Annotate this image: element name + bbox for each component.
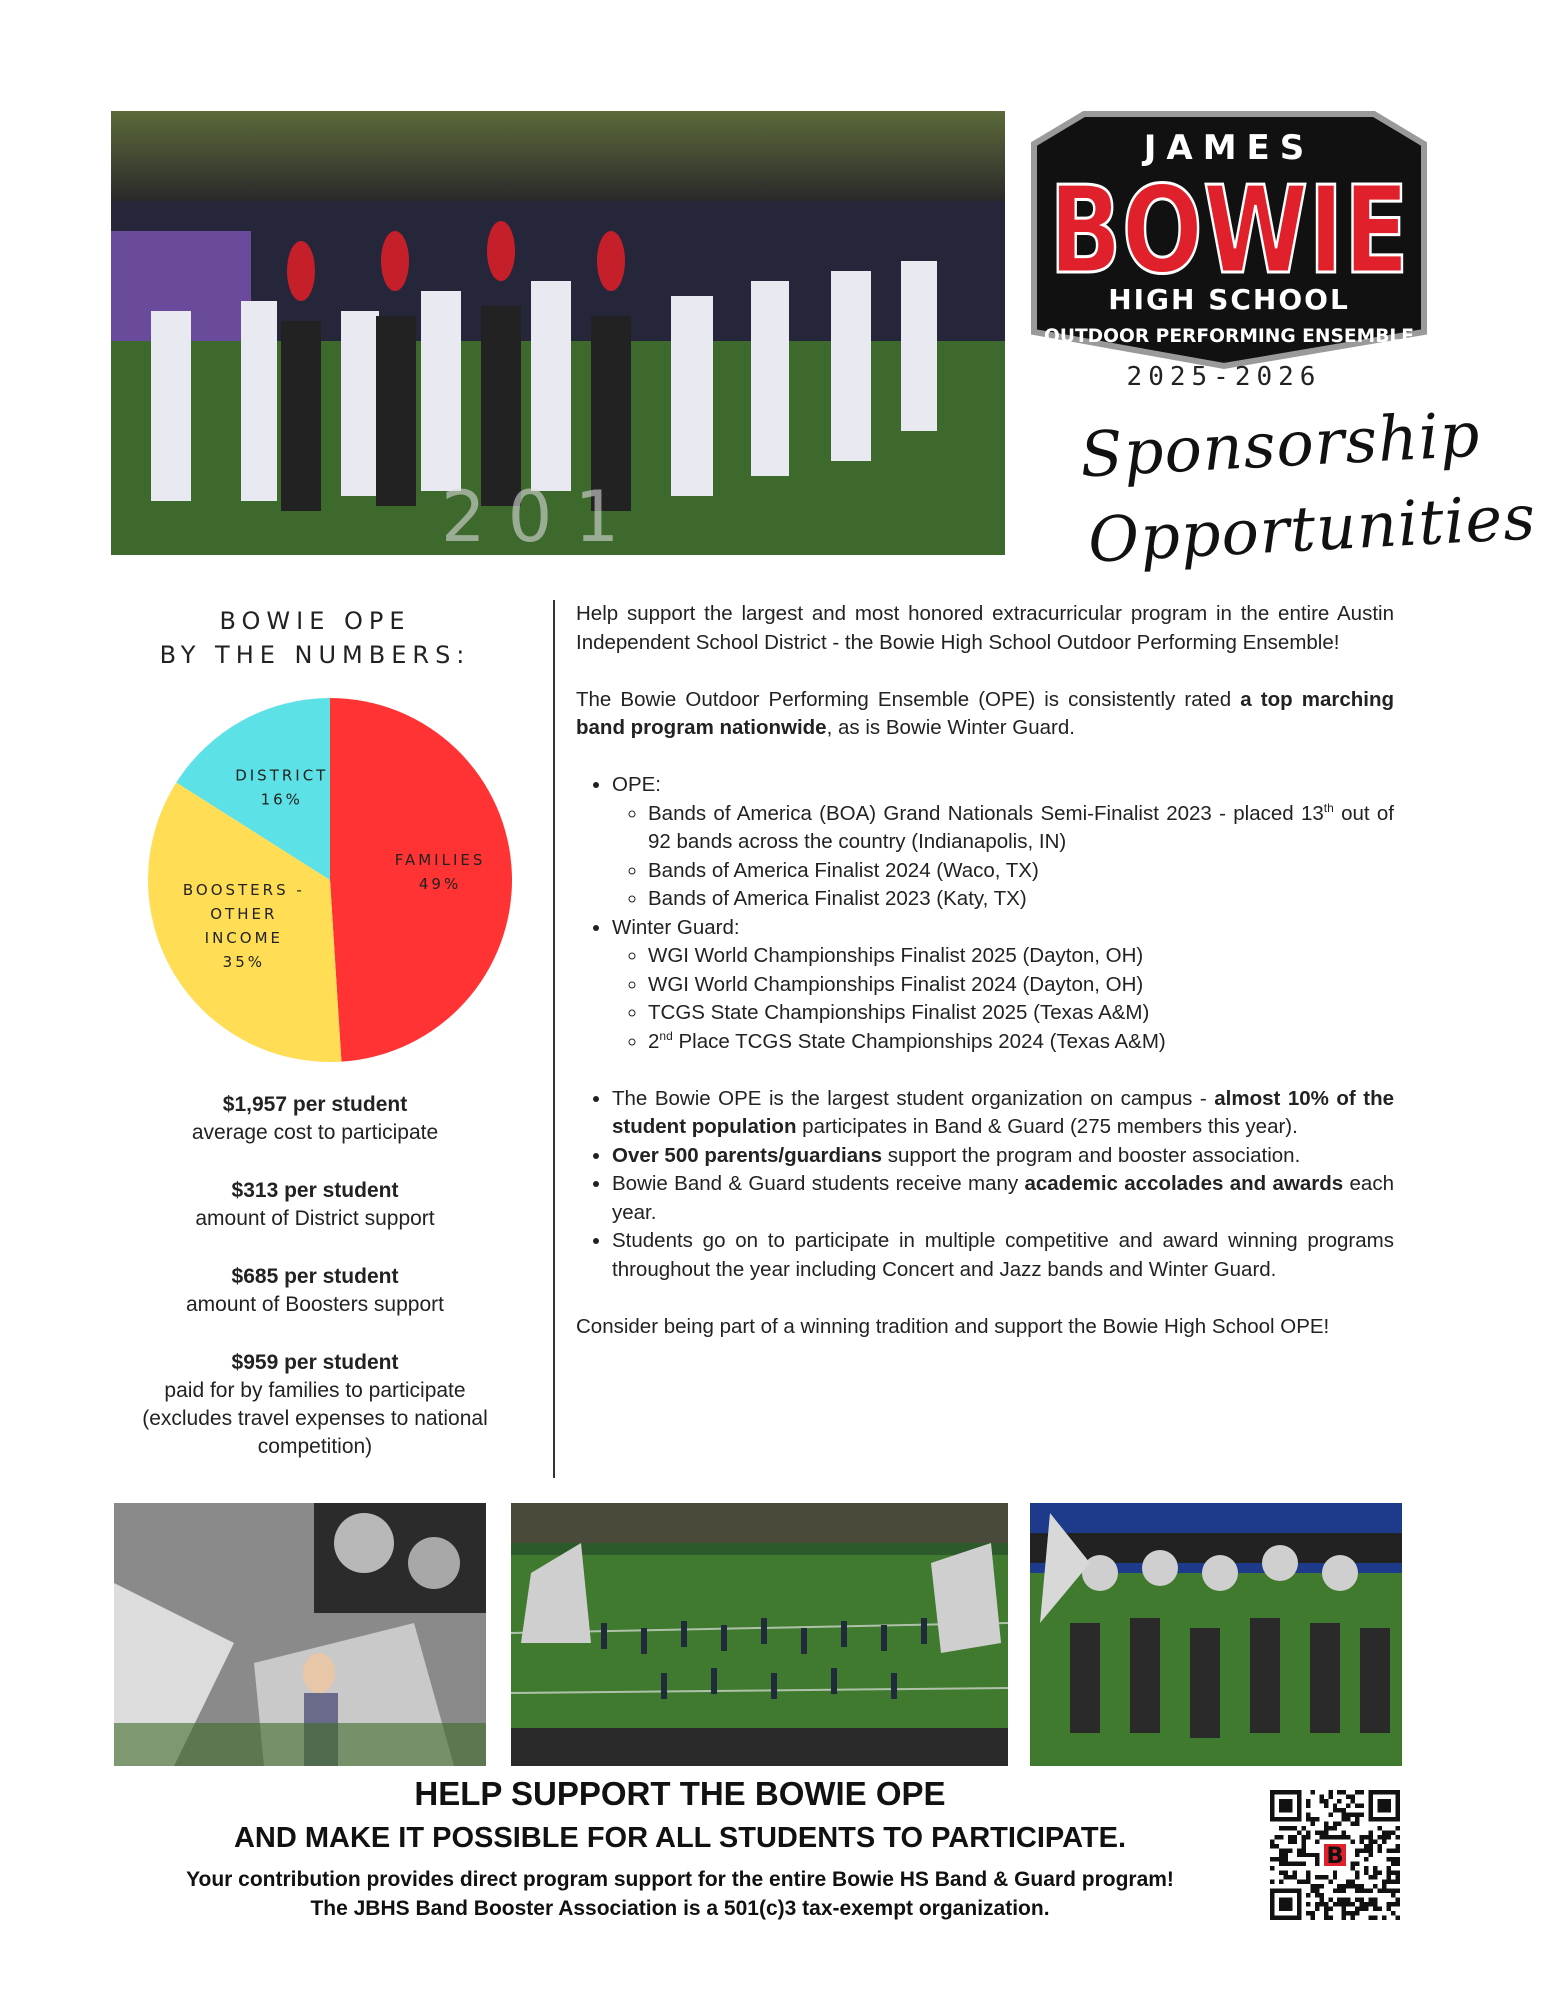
season-year: 2025-2026 [1126, 362, 1322, 392]
stat-families-desc: paid for by families to participate (excludes travel expenses to national competition) [142, 1379, 488, 1458]
footer-title: HELP SUPPORT THE BOWIE OPE [414, 1775, 946, 1812]
stat-families-amount: $959 per student [231, 1351, 399, 1374]
pie-category-label: OTHER [210, 904, 278, 923]
stat-cost [120, 1091, 510, 1147]
pie-category-label: FAMILIES [394, 850, 486, 869]
facts-list [576, 1085, 1394, 1285]
body-text [576, 600, 1394, 1370]
pie-percent-label: 49% [418, 874, 462, 893]
list-item: ◦ TCGS State Championships Finalist 2025 (Texas A&M) [648, 999, 1394, 1028]
achievements-list [576, 771, 1394, 1056]
list-item: • The Bowie OPE is the largest student organization on campus - almost 10% of the student population participates in Band & Guard (275 members this year). [612, 1085, 1394, 1142]
list-item: • Winter Guard: ◦ WGI World Championships Finalist 2025 (Dayton, OH) ◦ WGI World Championships Finalist 2024 (Dayton, OH) ◦ TCGS State Championships Finalist 2025 (Texas A&M) ◦ 2nd Place TCGS State Championships 2024 (Texas A&M) [612, 914, 1394, 1057]
logo-banner-text: OUTDOOR PERFORMING ENSEMBLE [1044, 325, 1414, 347]
pie-category-label: BOOSTERS - [182, 880, 305, 899]
stat-boosters-amount: $685 per student [231, 1265, 399, 1288]
list-item: • Over 500 parents/guardians support the program and booster association. [612, 1142, 1394, 1171]
stat-district [120, 1177, 510, 1233]
footer-subtitle: AND MAKE IT POSSIBLE FOR ALL STUDENTS TO PARTICIPATE. [233, 1822, 1127, 1854]
logo-top-text: JAMES [1143, 128, 1315, 168]
pie-category-label: DISTRICT [235, 766, 329, 785]
numbers-heading [140, 604, 490, 672]
list-item: • Bowie Band & Guard students receive many academic accolades and awards each year. [612, 1170, 1394, 1227]
logo-main-text: BOWIE [1049, 162, 1409, 301]
script-line1: Sponsorship [1078, 397, 1483, 492]
list-item: ◦ Bands of America Finalist 2023 (Katy, TX) [648, 885, 1394, 914]
bowie-ope-logo [1024, 104, 1434, 382]
footer-note: Your contribution provides direct program support for the entire Bowie HS Band & Guard program! [186, 1868, 1174, 1891]
donation-qr-code[interactable] [1270, 1790, 1400, 1920]
list-item: ◦ Bands of America (BOA) Grand Nationals Semi-Finalist 2023 - placed 13th out of 92 bands across the country (Indianapolis, IN) [648, 800, 1394, 857]
closing-paragraph: Consider being part of a winning tradition and support the Bowie High School OPE! [576, 1314, 1330, 1338]
stat-families [130, 1349, 500, 1461]
sponsorship-heading [1040, 397, 1538, 600]
stat-boosters-desc: amount of Boosters support [186, 1293, 444, 1316]
list-item: ◦ WGI World Championships Finalist 2025 (Dayton, OH) [648, 942, 1394, 971]
photo-color-guard [114, 1503, 486, 1766]
list-item: ◦ 2nd Place TCGS State Championships 2024 (Texas A&M) [648, 1028, 1394, 1057]
list-item: • Students go on to participate in multiple competitive and award winning programs throughout the year including Concert and Jazz bands and Winter Guard. [612, 1227, 1394, 1284]
pie-percent-label: 35% [222, 952, 266, 971]
list-item: • OPE: ◦ Bands of America (BOA) Grand Nationals Semi-Finalist 2023 - placed 13th out of 92 bands across the country (Indianapolis, IN) ◦ Bands of America Finalist 2024 (Waco, TX) ◦ Bands of America Finalist 2023 (Katy, TX) [612, 771, 1394, 914]
rating-paragraph: The Bowie Outdoor Performing Ensemble (OPE) is consistently rated a top marching band program nationwide, as is Bowie Winter Guard. [576, 687, 1394, 739]
footer-tax-note: The JBHS Band Booster Association is a 501(c)3 tax-exempt organization. [310, 1897, 1050, 1920]
stat-district-amount: $313 per student [231, 1179, 399, 1202]
photo-band-formation [511, 1503, 1008, 1766]
numbers-heading-line1: BOWIE OPE [219, 607, 411, 635]
logo-sub-text: HIGH SCHOOL [1108, 283, 1350, 316]
numbers-heading-line2: BY THE NUMBERS: [159, 641, 471, 669]
column-divider [553, 600, 555, 1478]
stat-boosters [120, 1263, 510, 1319]
funding-pie-chart [140, 690, 520, 1070]
list-item: ◦ Bands of America Finalist 2024 (Waco, TX) [648, 857, 1394, 886]
hero-photo-band-on-field [111, 111, 1005, 555]
stat-cost-desc: average cost to participate [191, 1121, 439, 1144]
stat-cost-amount: $1,957 per student [222, 1093, 408, 1116]
list-item: ◦ WGI World Championships Finalist 2024 (Dayton, OH) [648, 971, 1394, 1000]
script-line2: Opportunities [1086, 480, 1538, 577]
pie-percent-label: 16% [260, 790, 303, 809]
photo-brass-section [1030, 1503, 1402, 1766]
intro-paragraph: Help support the largest and most honored extracurricular program in the entire Austin Independent School District - the Bowie High School Outdoor Performing Ensemble! [576, 602, 1394, 654]
stat-district-desc: amount of District support [195, 1207, 435, 1230]
pie-category-label: INCOME [204, 928, 284, 947]
svg-text:2 0 1: 2 0 1 [441, 476, 620, 555]
svg-text:B: B [1326, 1843, 1344, 1870]
